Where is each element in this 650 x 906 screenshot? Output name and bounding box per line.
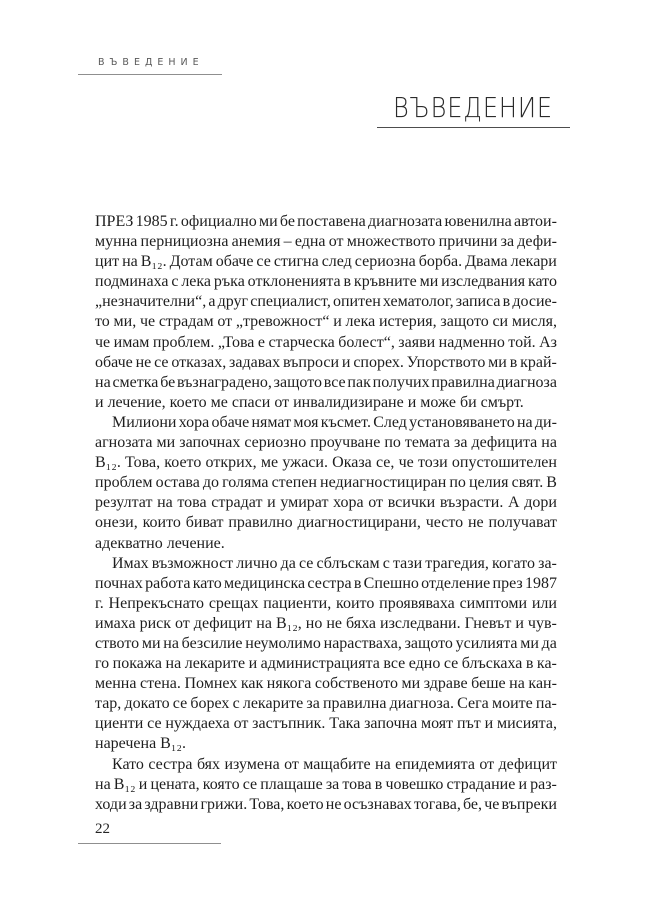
text-line: г. Непрекъснато срещах пациенти, които проявяваха симптоми или [95,594,557,612]
chapter-title: ВЪВЕДЕНИЕ [393,91,553,124]
text-line: го покажа на лекарите и администрацията все едно се блъскаха в ка- [95,655,557,673]
text-line: B₁₂. Това, което открих, ме ужаси. Оказа се, че този опустошителен [95,454,557,472]
text-line: менна стена. Помнех как някога собственото ми здраве беше на кан- [95,675,557,693]
text-line: че имам проблем. „Това е старческа болест“, заяви надменно той. Аз [95,333,557,351]
text-line: почнах работа като медицинска сестра в Спешно отделение през 1987 [95,574,557,592]
text-line: на сметка бе възнаградено, защото все пак получих правилна диагноза [95,373,557,391]
text-line: мунна пернициозна анемия – една от множеството причини за дефи- [95,233,557,251]
text-line: то ми, че страдам от „тревожност“ и лека истерия, защото си мисля, [95,313,557,331]
text-line: циенти се нуждаеха от застъпник. Така започна моят път и мисията, [95,715,557,733]
text-line: „незначителни“, а друг специалист, опитен хематолог, записа в досие- [95,293,557,311]
text-line: ПРЕЗ 1985 г. официално ми бе поставена диагнозата ювенилна автои- [95,213,557,230]
text-line: резултат на това страдат и умират хора от всички възрасти. А дори [95,494,557,512]
text-line: наречена B₁₂. [95,735,187,753]
text-line: и лечение, което ме спаси от инвалидизиране и може би смърт. [95,393,524,411]
page-number: 22 [95,821,110,837]
text-line: агнозата ми започнах сериозно проучване по темата за дефицита на [95,434,557,452]
text-line: адекватно лечение. [95,534,225,552]
text-line: ството ми на безсилие неумолимо нарастваха, защото усилията ми да [95,634,557,652]
text-line: имаха риск от дефицит на B₁₂, но не бяха изследвани. Гневът и чув- [95,614,557,632]
running-head-rule [78,74,222,75]
text-line: Милиони хора обаче нямат моя късмет. След установяването на ди- [112,413,557,431]
text-line: на B₁₂ и цената, която се плащаше за това в човешко страдание и раз- [95,775,557,793]
text-line: ходи за здравни грижи. Това, което не осъзнавах тогава, бе, че въпреки [95,795,557,813]
chapter-title-rule [377,127,570,128]
text-line: Имах възможност лично да се сблъскам с тази трагедия, когато за- [112,554,557,572]
body-text [95,212,557,815]
text-line: Като сестра бях изумена от мащабите на епидемията от дефицит [112,755,557,773]
text-line: проблем остава до голяма степен недиагностициран по целия свят. В [95,474,557,492]
text-line: цит на B₁₂. Дотам обаче се стигна след сериозна борба. Двама лекари [95,253,557,271]
running-head: ВЪВЕДЕНИЕ [98,57,204,68]
footer-rule [78,843,221,844]
text-line: тар, докато се борех с лекарите за правилна диагноза. Сега моите па- [95,695,557,713]
text-line: обаче не се отказах, задавах въпроси и спорех. Упорството ми в край- [95,353,557,371]
text-line: онези, които биват правилно диагностицирани, често не получават [95,514,557,532]
text-line: подминаха с лека ръка отклоненията в кръвните ми изследвания като [95,273,557,291]
